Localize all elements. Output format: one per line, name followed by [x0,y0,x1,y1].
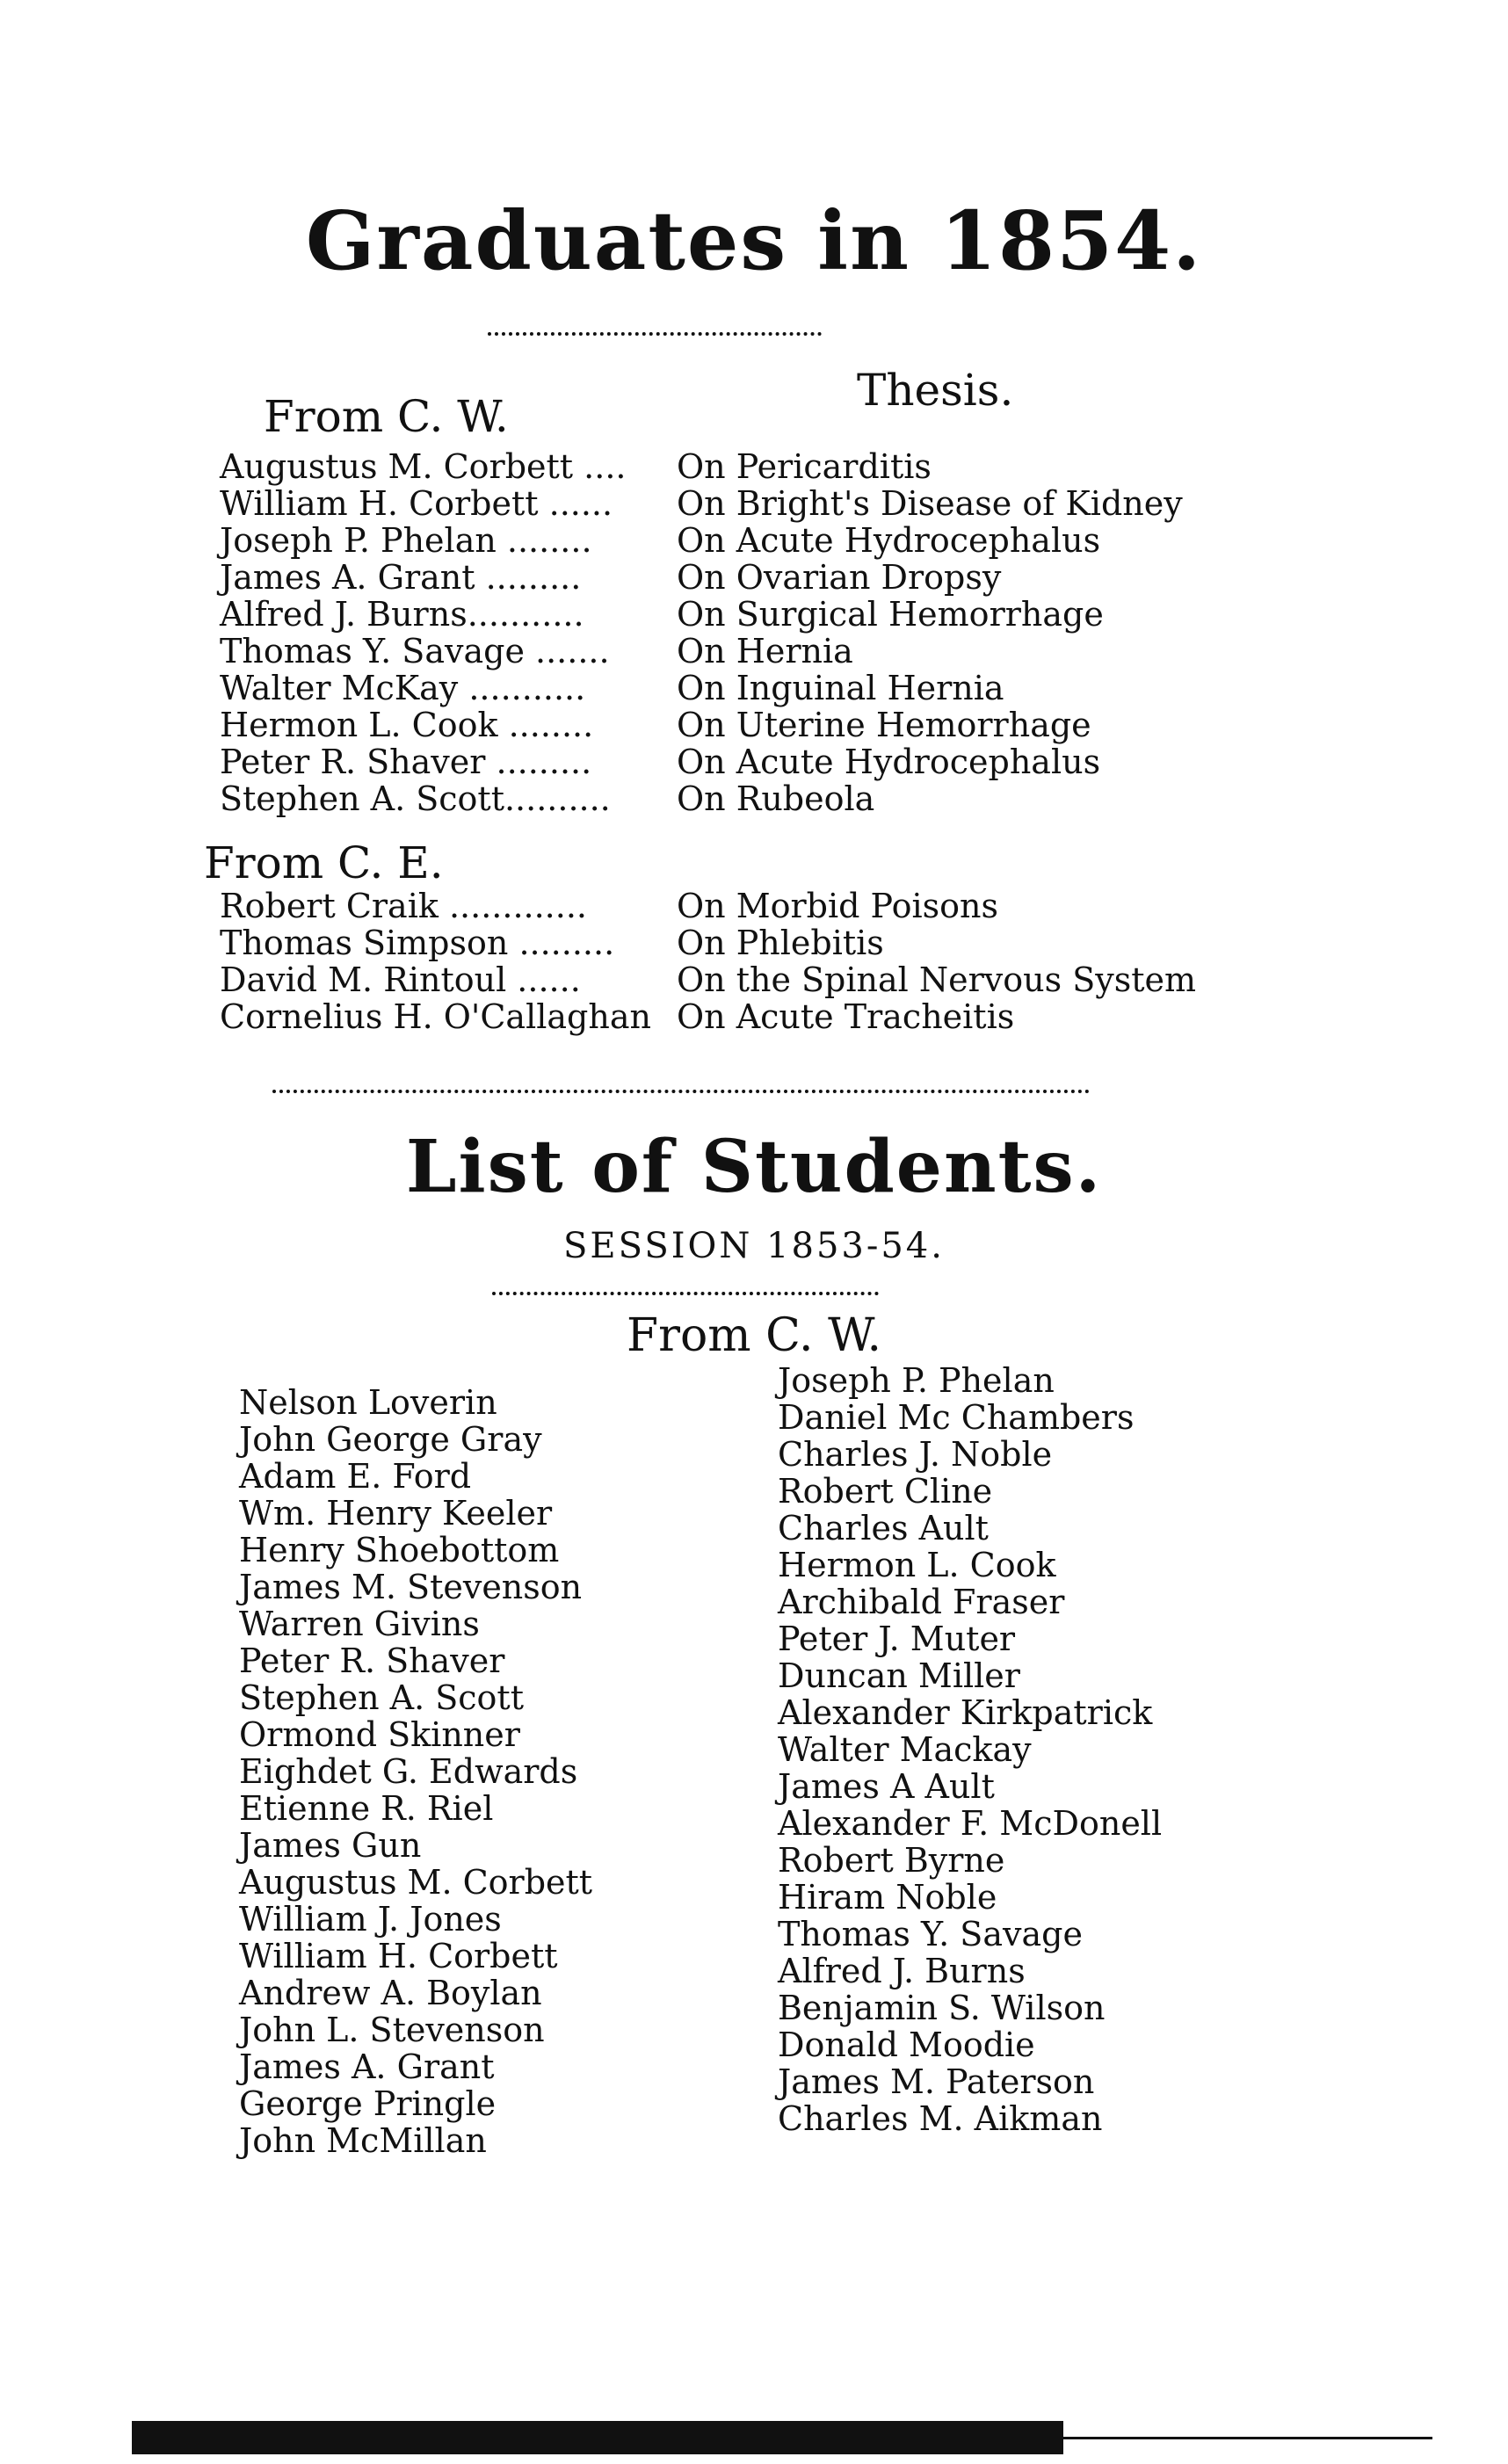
student-name: Etienne R. Riel [239,1789,494,1828]
student-name: Warren Givins [239,1605,480,1643]
student-name: Ormond Skinner [239,1715,520,1754]
from-cw-heading: From C. W. [264,391,509,442]
graduates-title: Graduates in 1854. [305,193,1203,288]
graduate-name: Peter R. Shaver ......... [220,743,592,781]
student-name: Wm. Henry Keeler [239,1494,553,1533]
student-name: Alexander Kirkpatrick [778,1693,1153,1732]
student-name: Archibald Fraser [778,1583,1065,1621]
graduate-name: Thomas Simpson ......... [220,924,615,962]
student-name: Daniel Mc Chambers [778,1398,1135,1437]
student-name: Walter Mackay [778,1730,1032,1769]
graduate-thesis: On Acute Tracheitis [677,997,1015,1036]
graduate-thesis: On Pericarditis [677,447,932,486]
graduate-name: David M. Rintoul ...... [220,960,581,999]
graduate-thesis: On Ovarian Dropsy [677,558,1002,597]
graduate-thesis: On Acute Hydrocephalus [677,521,1101,560]
thesis-heading: Thesis. [857,365,1014,416]
graduate-thesis: On Acute Hydrocephalus [677,743,1101,781]
student-name: Stephen A. Scott [239,1678,524,1717]
student-name: Robert Byrne [778,1841,1005,1880]
graduate-thesis: On Inguinal Hernia [677,669,1004,707]
student-name: Donald Moodie [778,2026,1035,2064]
graduate-name: Walter McKay ........... [220,669,586,707]
student-name: Eighdet G. Edwards [239,1752,578,1791]
student-name: William H. Corbett [239,1937,558,1975]
graduate-name: Cornelius H. O'Callaghan [220,997,651,1036]
student-name: Augustus M. Corbett [239,1863,593,1902]
student-name: Charles M. Aikman [778,2099,1103,2138]
student-name: James A. Grant [239,2047,495,2086]
section-divider [272,1090,1090,1093]
graduate-thesis: On Surgical Hemorrhage [677,595,1104,634]
graduate-name: Robert Craik ............. [220,887,587,925]
students-from-cw-heading: From C. W. [627,1309,881,1362]
graduate-name: Hermon L. Cook ........ [220,706,594,744]
graduate-thesis: On Rubeola [677,779,875,818]
graduate-thesis: On Hernia [677,632,853,670]
student-name: Alexander F. McDonell [778,1804,1163,1843]
student-name: Joseph P. Phelan [778,1361,1055,1400]
student-name: James M. Paterson [778,2062,1095,2101]
session-divider [492,1292,879,1295]
graduate-name: Thomas Y. Savage ....... [220,632,610,670]
graduate-name: James A. Grant ......... [220,558,582,597]
student-name: George Pringle [239,2084,497,2123]
graduate-name: Alfred J. Burns........... [220,595,584,634]
student-name: Alfred J. Burns [778,1952,1026,1990]
student-name: Charles J. Noble [778,1435,1053,1474]
student-name: Thomas Y. Savage [778,1915,1083,1953]
student-name: Peter J. Muter [778,1620,1016,1658]
graduate-thesis: On Uterine Hemorrhage [677,706,1091,744]
student-name: Benjamin S. Wilson [778,1989,1106,2027]
graduate-thesis: On Morbid Poisons [677,887,998,925]
session-label: SESSION 1853-54. [563,1226,945,1266]
student-name: Nelson Loverin [239,1383,497,1422]
graduate-name: Augustus M. Corbett .... [220,447,627,486]
graduate-thesis: On Phlebitis [677,924,884,962]
student-name: James A Ault [778,1767,995,1806]
student-name: John George Gray [239,1420,542,1459]
student-name: John McMillan [239,2121,487,2160]
student-name: Henry Shoebottom [239,1531,560,1569]
student-name: John L. Stevenson [239,2011,545,2049]
graduate-thesis: On the Spinal Nervous System [677,960,1196,999]
title-divider [488,332,822,336]
student-name: William J. Jones [239,1900,502,1939]
graduate-name: Joseph P. Phelan ........ [220,521,592,560]
from-ce-heading: From C. E. [204,837,444,888]
student-name: James M. Stevenson [239,1568,583,1606]
student-name: Peter R. Shaver [239,1641,505,1680]
student-name: Duncan Miller [778,1656,1020,1695]
bottom-rule-thin [1063,2437,1432,2439]
student-name: Charles Ault [778,1509,989,1547]
student-name: Andrew A. Boylan [239,1974,542,2012]
graduate-name: Stephen A. Scott.......... [220,779,611,818]
graduate-name: William H. Corbett ...... [220,484,613,523]
graduate-thesis: On Bright's Disease of Kidney [677,484,1183,523]
student-name: James Gun [239,1826,422,1865]
student-name: Hermon L. Cook [778,1546,1056,1584]
student-name: Robert Cline [778,1472,993,1511]
student-name: Adam E. Ford [239,1457,472,1496]
student-name: Hiram Noble [778,1878,997,1917]
students-title: List of Students. [405,1125,1103,1209]
bottom-rule-heavy [132,2421,1063,2454]
